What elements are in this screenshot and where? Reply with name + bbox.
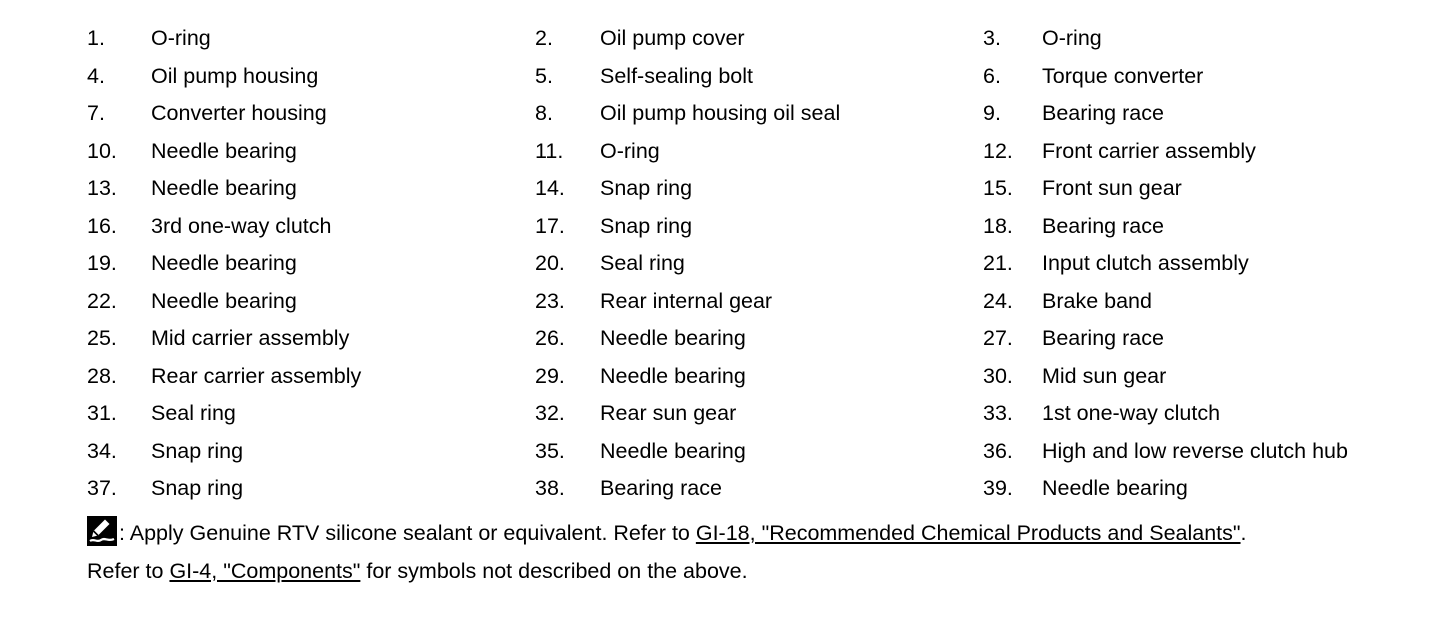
part-number: 31. [87,401,117,425]
parts-row [0,23,1456,53]
part-number: 13. [87,176,117,200]
part-number: 19. [87,251,117,275]
part-name: Needle bearing [151,138,297,163]
symbols-note-prefix: Refer to [87,559,170,583]
part-name: Snap ring [151,438,244,463]
part-number: 39. [983,476,1013,500]
part-number: 18. [983,213,1013,238]
part-name: 3rd one-way clutch [151,213,332,238]
parts-row [0,436,1456,466]
part-name: Needle bearing [1042,476,1188,500]
part-name: Needle bearing [600,438,746,463]
part-name: Torque converter [1042,63,1204,88]
part-name: High and low reverse clutch hub [1042,438,1348,463]
part-name: Snap ring [600,176,693,200]
part-name: Front carrier assembly [1042,138,1256,163]
sealant-reference-link[interactable]: GI-18, "Recommended Chemical Products and Sealants" [695,521,1241,545]
part-name: Oil pump housing [151,63,319,88]
part-number: 20. [535,251,565,275]
symbols-note-suffix: for symbols not described on the above. [360,559,748,583]
parts-row [0,323,1456,353]
parts-row [0,173,1456,203]
part-number: 14. [535,176,565,200]
part-name: Bearing race [1042,101,1164,125]
part-number: 26. [535,326,565,350]
parts-row [0,136,1456,166]
part-number: 21. [983,251,1013,275]
parts-row [0,248,1456,278]
part-name: Bearing race [1042,326,1164,350]
part-name: Rear internal gear [600,288,773,313]
part-number: 22. [87,288,117,313]
part-number: 32. [535,401,565,425]
parts-row [0,398,1456,428]
components-reference-link[interactable]: GI-4, "Components" [169,559,361,583]
sealant-icon [87,516,117,546]
part-number: 34. [87,438,117,463]
part-number: 5. [535,63,553,88]
part-name: Mid carrier assembly [151,326,350,350]
part-name: Seal ring [600,251,685,275]
part-name: Snap ring [151,476,244,500]
part-name: 1st one-way clutch [1042,401,1221,425]
part-number: 6. [983,63,1001,88]
part-number: 35. [535,438,565,463]
part-number: 38. [535,476,565,500]
part-number: 1. [87,26,105,50]
part-number: 9. [983,101,1001,125]
part-name: Brake band [1042,288,1152,313]
part-name: O-ring [151,26,211,50]
part-number: 24. [983,288,1013,313]
part-number: 28. [87,363,117,388]
part-name: Converter housing [151,101,327,125]
part-name: Needle bearing [151,251,297,275]
part-name: Seal ring [151,401,236,425]
parts-row [0,98,1456,128]
part-number: 2. [535,26,553,50]
part-number: 23. [535,288,565,313]
parts-row [0,361,1456,391]
part-number: 8. [535,101,553,125]
parts-row [0,473,1456,503]
part-name: Front sun gear [1042,176,1182,200]
part-number: 16. [87,213,117,238]
part-number: 29. [535,363,565,388]
part-name: O-ring [600,138,660,163]
parts-row [0,286,1456,316]
part-number: 11. [535,138,564,163]
parts-row [0,211,1456,241]
part-number: 36. [983,438,1013,463]
sealant-note [87,516,1247,548]
parts-row [0,61,1456,91]
part-number: 33. [983,401,1013,425]
part-name: Oil pump housing oil seal [600,101,841,125]
part-number: 30. [983,363,1013,388]
part-name: Snap ring [600,213,693,238]
part-number: 25. [87,326,117,350]
part-number: 17. [535,213,565,238]
symbols-note [87,556,748,586]
part-number: 3. [983,26,1001,50]
part-name: Rear carrier assembly [151,363,362,388]
part-name: Needle bearing [600,363,746,388]
sealant-note-end: . [1240,521,1247,545]
part-name: Input clutch assembly [1042,251,1249,275]
part-name: O-ring [1042,26,1102,50]
part-name: Rear sun gear [600,401,737,425]
part-number: 37. [87,476,117,500]
part-name: Mid sun gear [1042,363,1167,388]
part-number: 7. [87,101,105,125]
part-name: Needle bearing [151,176,297,200]
part-name: Oil pump cover [600,26,745,50]
part-name: Needle bearing [600,326,746,350]
sealant-note-text: : Apply Genuine RTV silicone sealant or equivalent. Refer to [119,521,696,545]
part-name: Bearing race [600,476,722,500]
part-number: 10. [87,138,117,163]
part-number: 27. [983,326,1013,350]
part-number: 15. [983,176,1013,200]
part-number: 4. [87,63,105,88]
part-name: Bearing race [1042,213,1164,238]
part-number: 12. [983,138,1013,163]
part-name: Self-sealing bolt [600,63,753,88]
part-name: Needle bearing [151,288,297,313]
